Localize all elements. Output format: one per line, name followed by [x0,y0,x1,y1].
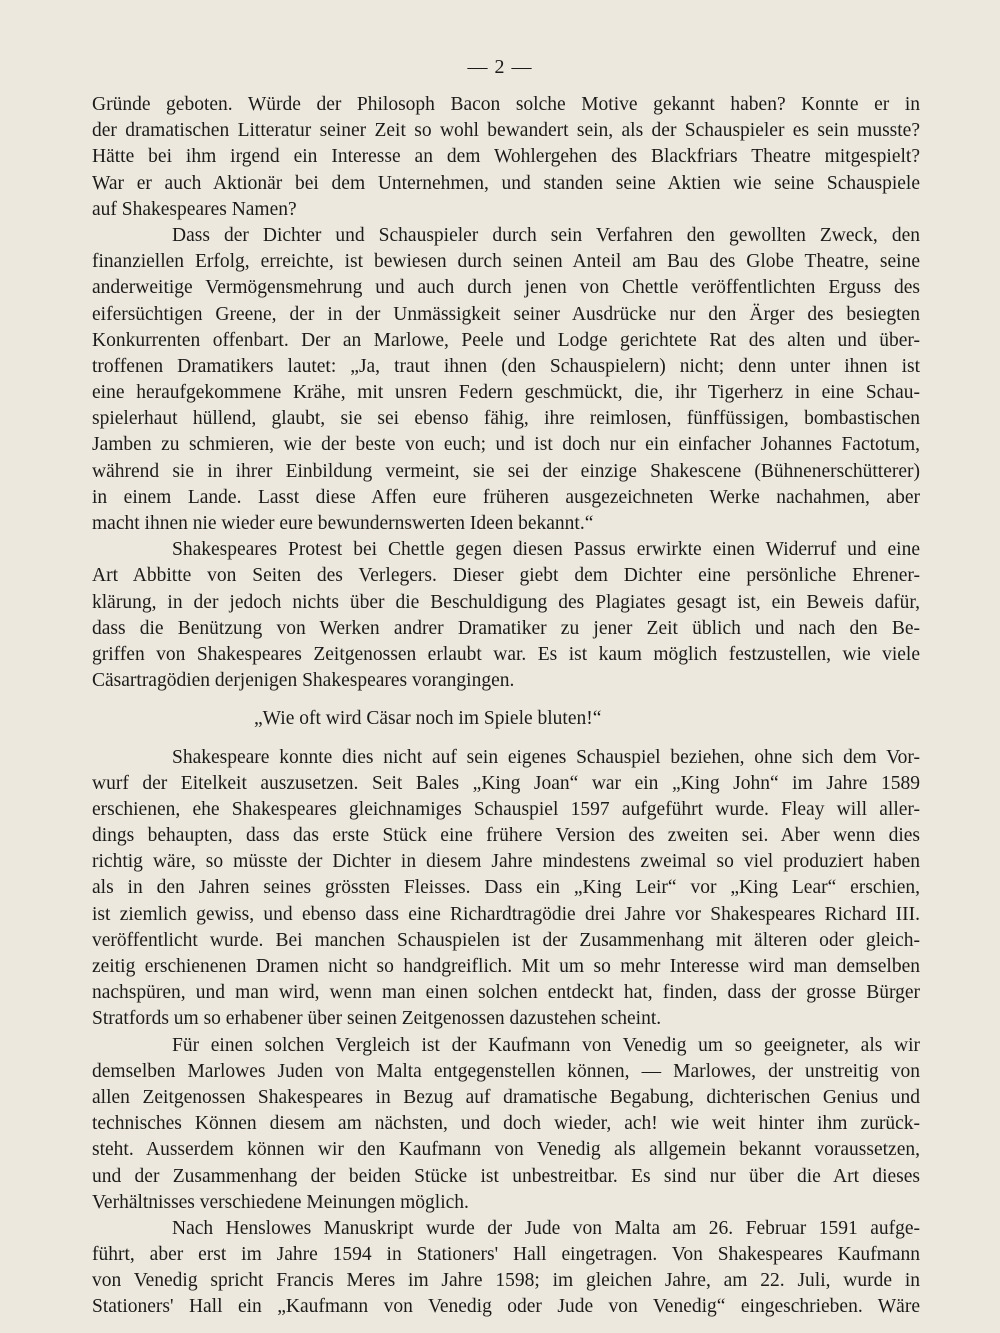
text-line: Verhältnisses verschiedene Meinungen möglich. [92,1191,469,1213]
text-line: Für einen solchen Vergleich ist der Kaufmann von Venedig um so geeigneter, als wir [172,1034,920,1056]
text-line: Stratfords um so erhabener über seinen Zeitgenossen dazustehen scheint. [92,1008,662,1030]
text-line: während sie in ihrer Einbildung vermeint, sie sei der einzige Shakescene (Bühnenerschütterer) [92,460,920,482]
text-line: troffenen Dramatikers lautet: „Ja, traut ihnen (den Schauspielern) nicht; denn unter ihnen ist [92,355,920,377]
text-line: steht. Ausserdem können wir den Kaufmann von Venedig als allgemein bekannt voraussetzen, [92,1139,920,1161]
text-line: nachspüren, und man wird, wenn man einen solchen entdeckt hat, finden, dass der grosse Bürger [92,982,920,1004]
body-text [92,92,920,1321]
text-line: und der Zusammenhang der beiden Stücke ist unbestreitbar. Es sind nur über die Art dieses [92,1165,920,1187]
text-line: allen Zeitgenossen Shakespeares in Bezug auf dramatische Begabung, dichterischen Genius und [92,1086,920,1108]
text-line: dass die Benützung von Werken andrer Dramatiker zu jener Zeit üblich und nach den Be- [92,617,920,639]
text-line: Nach Henslowes Manuskript wurde der Jude von Malta am 26. Februar 1591 aufge- [172,1217,920,1239]
block-quote: „Wie oft wird Cäsar noch im Spiele bluten!“ [254,708,602,730]
text-line: Jamben zu schmieren, wie der beste von euch; und ist doch nur ein einfacher Johannes Factotum, [92,434,920,456]
text-line: als in den Jahren seines grössten Fleisses. Dass ein „King Leir“ vor „King Lear“ erschien, [92,877,920,899]
text-line: Stationers' Hall ein „Kaufmann von Venedig oder Jude von Venedig“ eingeschrieben. Wäre [92,1296,920,1318]
text-line: wurf der Eitelkeit auszusetzen. Seit Bales „King Joan“ war ein „King John“ im Jahre 1589 [92,772,920,794]
text-line: finanziellen Erfolg, erreichte, ist bewiesen durch seinen Anteil am Bau des Globe Theatre, seine [92,251,920,273]
text-line: Art Abbitte von Seiten des Verlegers. Dieser giebt dem Dichter eine persönliche Ehrener- [92,565,920,587]
text-line: klärung, in der jedoch nichts über die Beschuldigung des Plagiates gesagt ist, ein Beweis dafür, [92,591,920,613]
text-line: eine heraufgekommene Krähe, mit unsren Federn geschmückt, die, ihr Tigerherz in eine Schau- [92,382,920,404]
text-line: anderweitige Vermögensmehrung und auch durch jenen von Chettle veröffentlichten Erguss des [92,277,920,299]
text-line: War er auch Aktionär bei dem Unternehmen, und standen seine Aktien wie seine Schauspiele [92,172,920,194]
text-line: macht ihnen nie wieder eure bewundernswerten Ideen bekannt.“ [92,513,594,534]
text-line: auf Shakespeares Namen? [92,198,297,220]
text-line: Shakespeares Protest bei Chettle gegen diesen Passus erwirkte einen Widerruf und eine [172,539,920,561]
text-line: demselben Marlowes Juden von Malta entgegenstellen können, — Marlowes, der unstreitig von [92,1060,920,1082]
text-line: zeitig erschienenen Dramen nicht so handgreiflich. Mit um so mehr Interesse wird man demselben [92,956,920,977]
text-line: ist ziemlich gewiss, und ebenso dass eine Richardtragödie drei Jahre vor Shakespeares Richard III. [92,903,920,925]
text-line: Dass der Dichter und Schauspieler durch sein Verfahren den gewollten Zweck, den [172,224,920,246]
text-line: griffen von Shakespeares Zeitgenossen erlaubt war. Es ist kaum möglich festzustellen, wie viele [92,643,920,665]
text-line: Shakespeare konnte dies nicht auf sein eigenes Schauspiel beziehen, ohne sich dem Vor- [172,746,920,768]
text-line: führt, aber erst im Jahre 1594 in Stationers' Hall eingetragen. Von Shakespeares Kaufmann [92,1244,920,1266]
text-line: spielerhaut hüllend, glaubt, sie sei ebenso fähig, ihre reimlosen, fünffüssigen, bombastischen [92,408,920,430]
text-line: dings behaupten, dass das erste Stück eine frühere Version des zweiten sei. Aber wenn dies [92,825,920,847]
text-line: veröffentlicht wurde. Bei manchen Schauspielen ist der Zusammenhang mit älteren oder gleich- [92,929,920,951]
text-line: eifersüchtigen Greene, der in der Unmässigkeit seiner Ausdrücke nur den Ärger des besiegten [92,303,920,325]
text-line: Cäsartragödien derjenigen Shakespeares vorangingen. [92,670,515,692]
text-line: technisches Können diesem am nächsten, und doch wieder, ach! wie weit hinter ihm zurück- [92,1113,920,1135]
text-line: der dramatischen Litteratur seiner Zeit so wohl bewandert sein, als der Schauspieler es sein musste? [92,120,920,142]
text-line: Konkurrenten offenbart. Der an Marlowe, Peele und Lodge gerichtete Rat des alten und über- [92,329,920,351]
text-line: von Venedig spricht Francis Meres im Jahre 1598; im gleichen Jahre, am 22. Juli, wurde in [92,1270,920,1292]
text-line: richtig wäre, so müsste der Dichter in diesem Jahre mindestens zweimal so viel produziert haben [92,851,920,873]
page-number: — 2 — [467,56,533,78]
text-line: Hätte bei ihm irgend ein Interesse an dem Wohlergehen des Blackfriars Theatre mitgespielt? [92,146,920,168]
text-line: Gründe geboten. Würde der Philosoph Bacon solche Motive gekannt haben? Konnte er in [92,94,920,115]
text-line: erschienen, ehe Shakespeares gleichnamiges Schauspiel 1597 aufgeführt wurde. Fleay will aller- [92,798,920,820]
text-line: in einem Lande. Lasst diese Affen eure früheren ausgezeichneten Werke nachahmen, aber [92,486,920,508]
